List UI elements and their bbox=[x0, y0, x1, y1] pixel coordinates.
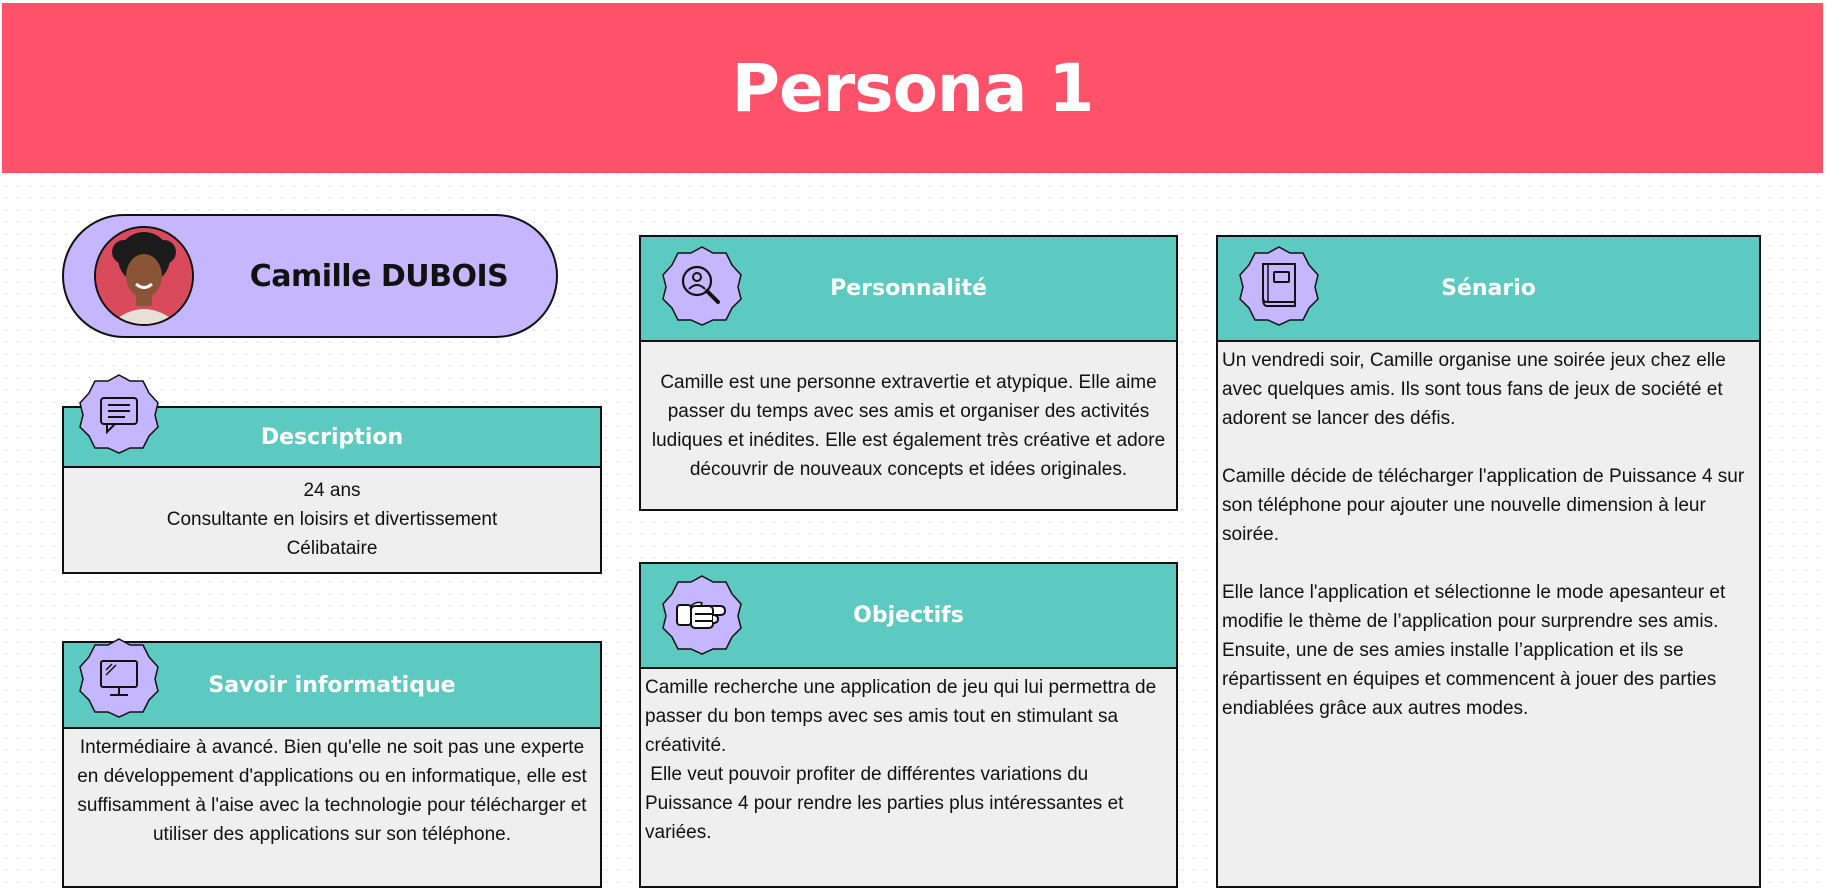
savoir-text: Intermédiaire à avancé. Bien qu'elle ne soit pas une experte en développement d'applications ou en informatique, elle est suffisamment à l'aise avec la technologie pour télécharger et utiliser des applications sur son téléphone. bbox=[77, 737, 587, 845]
scenario-paragraph-1: Un vendredi soir, Camille organise une soirée jeux chez elle avec quelques amis. Ils sont tous fans de jeux de société et adorent se lancer des défis. bbox=[1222, 350, 1726, 429]
personnalite-body bbox=[641, 342, 1176, 488]
scenario-card bbox=[1216, 235, 1761, 888]
personnalite-text: Camille est une personne extravertie et atypique. Elle aime passer du temps avec ses amis et organiser des activités ludiques et inédites. Elle est également très créative et adore découvrir de nouveaux concepts et idées originales. bbox=[651, 372, 1166, 480]
objectifs-body bbox=[641, 669, 1176, 851]
pointing-hand-icon bbox=[660, 573, 744, 657]
objectifs-paragraph-2: Elle veut pouvoir profiter de différentes variations du Puissance 4 pour rendre les parties plus intéressantes et variées. bbox=[645, 764, 1129, 843]
persona-name: Camille DUBOIS bbox=[249, 258, 509, 294]
description-job: Consultante en loisirs et divertissement bbox=[166, 509, 498, 530]
persona-name-card bbox=[62, 214, 558, 338]
avatar-portrait-icon bbox=[96, 228, 192, 324]
objectifs-title: Objectifs bbox=[853, 603, 964, 628]
page-header bbox=[2, 3, 1823, 173]
avatar bbox=[94, 226, 194, 326]
description-title: Description bbox=[260, 424, 404, 450]
objectifs-paragraph-1: Camille recherche une application de jeu qui lui permettra de passer du bon temps avec ses amis tout en stimulant sa créativité. bbox=[645, 677, 1157, 756]
savoir-title: Savoir informatique bbox=[208, 672, 456, 698]
monitor-icon bbox=[77, 636, 161, 720]
scenario-title: Sénario bbox=[1441, 276, 1536, 301]
scenario-paragraph-3: Elle lance l'application et sélectionne le mode apesanteur et modifie le thème de l’application pour surprendre ses amis. Ensuite, une de ses amies installe l’application et ils se répartissent en équipes et commencent à jouer des parties endiablées grâce aux autres modes. bbox=[1222, 582, 1726, 719]
savoir-body bbox=[64, 729, 600, 853]
scenario-body bbox=[1218, 342, 1759, 727]
description-age: 24 ans bbox=[303, 480, 361, 501]
scenario-paragraph-2: Camille décide de télécharger l'application de Puissance 4 sur son téléphone pour ajouter une nouvelle dimension à leur soirée. bbox=[1222, 466, 1745, 545]
book-icon bbox=[1237, 244, 1321, 328]
page-title: Persona 1 bbox=[731, 49, 1094, 127]
description-status: Célibataire bbox=[286, 538, 378, 559]
description-body bbox=[64, 468, 600, 567]
magnifier-person-icon bbox=[660, 244, 744, 328]
personnalite-title: Personnalité bbox=[830, 276, 987, 301]
chat-bubble-icon bbox=[77, 372, 161, 456]
